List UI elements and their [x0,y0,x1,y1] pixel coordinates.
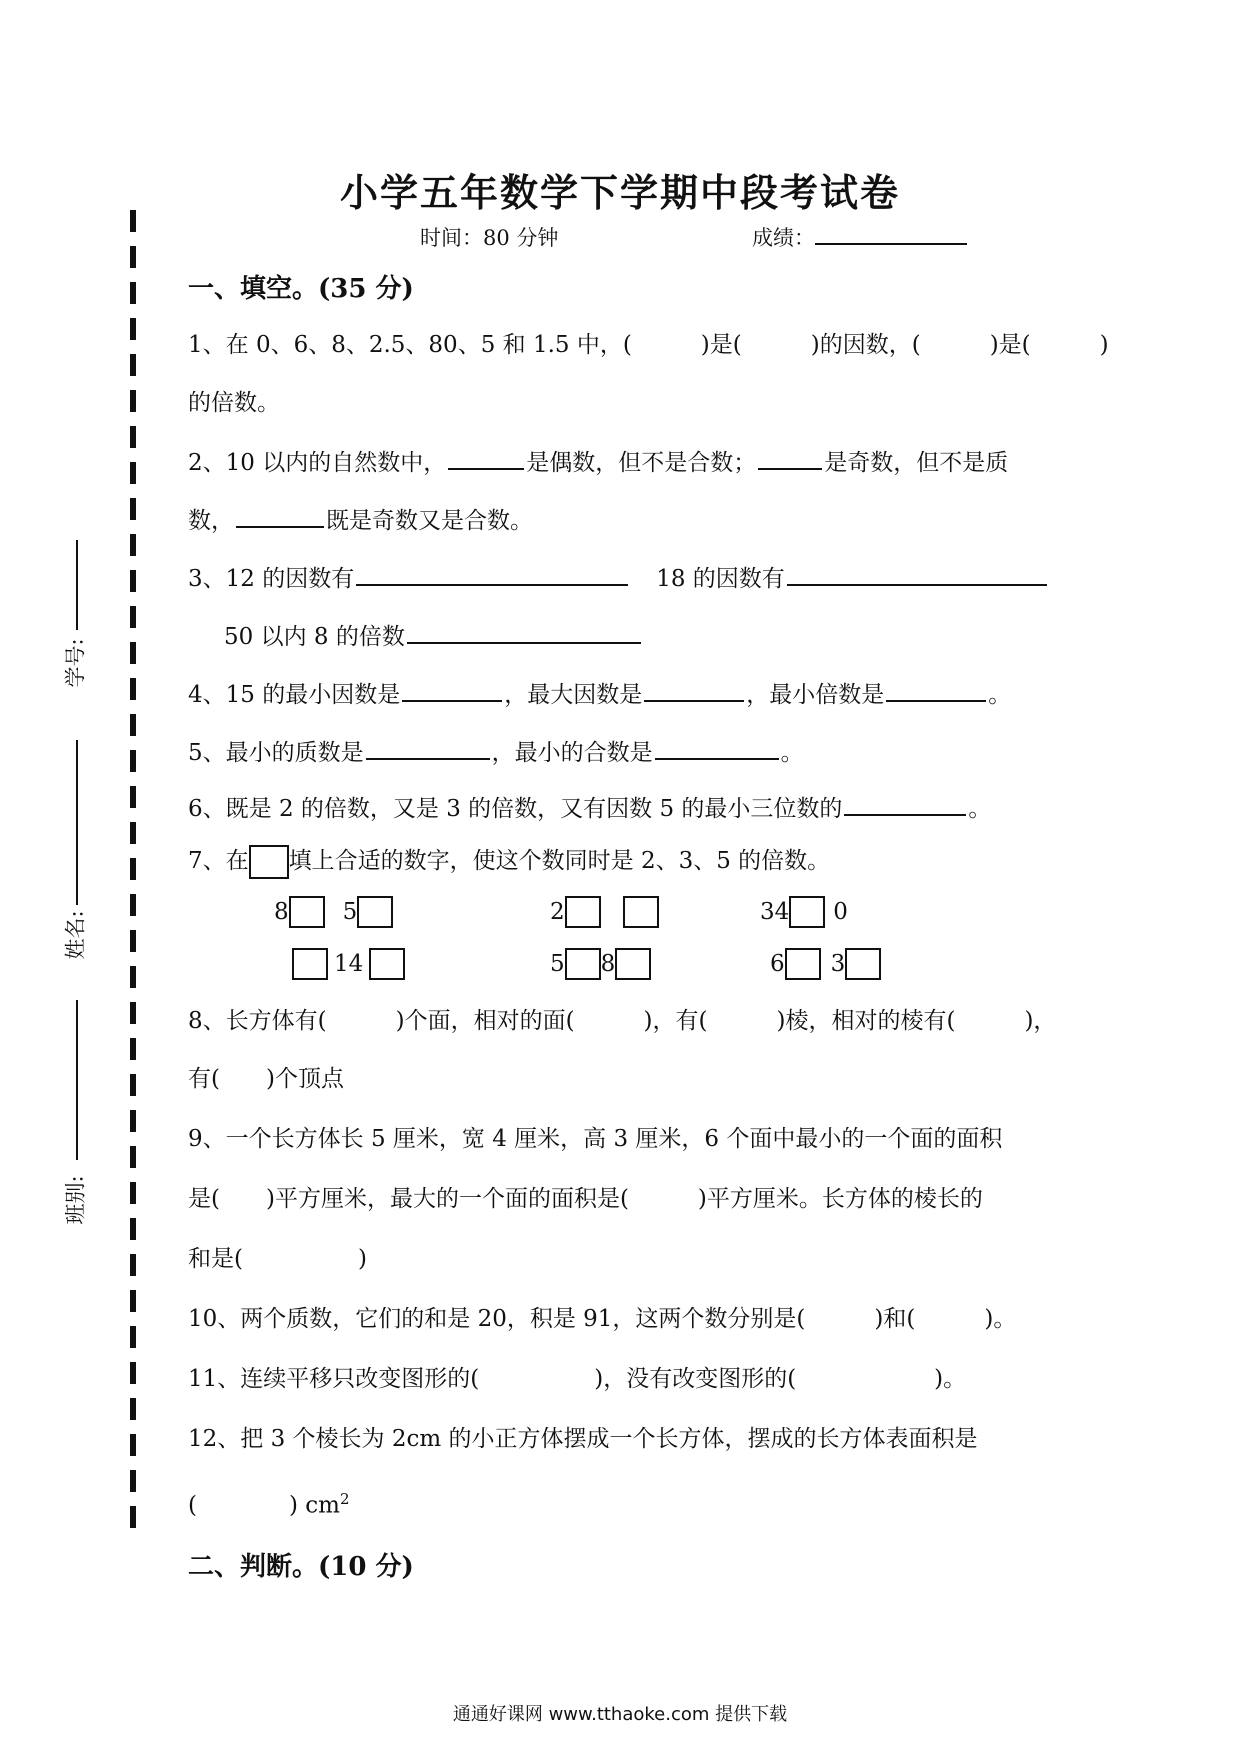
q2-part-a: 2、10 以内的自然数中， [188,450,447,476]
q6-blank[interactable] [844,792,966,816]
question-3 [188,562,1049,594]
question-8-cont: 有( )个顶点 [188,1066,344,1092]
q2-part-e: 既是奇数又是合数。 [326,508,533,534]
question-6 [188,792,991,824]
q7-box[interactable] [615,948,651,980]
name-line [76,740,78,905]
question-4 [188,678,1011,710]
q3-part-c: 50 以内 8 的倍数 [224,624,405,650]
q2-blank-2[interactable] [758,446,822,470]
q3-blank-2[interactable] [787,562,1047,586]
question-10: 10、两个质数，它们的和是 20，积是 91，这两个数分别是( )和( )。 [188,1306,1017,1332]
q4-part-c: ，最小倍数是 [746,682,885,708]
q6-part-a: 6、既是 2 的倍数，又是 3 的倍数，又有因数 5 的最小三位数的 [188,796,843,822]
footer-text: 通通好课网 www.tthaoke.com 提供下载 [452,1704,788,1725]
score-label-text: 成绩： [752,226,815,250]
q12-superscript: 2 [339,1490,350,1508]
q2-blank-1[interactable] [448,446,524,470]
q7-box[interactable] [357,896,393,928]
q4-blank-3[interactable] [886,678,986,702]
section2-heading: 二、判断。(10 分) [188,1552,414,1582]
q7-box[interactable] [565,896,601,928]
question-11: 11、连续平移只改变图形的( )，没有改变图形的( )。 [188,1366,967,1392]
q2-part-d: 数， [188,508,234,534]
q7-digit: 8 [274,899,289,925]
q7-digit: 5 [342,899,358,925]
student-id-line [76,540,78,630]
q7-item-6 [770,948,881,980]
question-9: 9、一个长方体长 5 厘米，宽 4 厘米，高 3 厘米，6 个面中最小的一个面的面积 [188,1126,1003,1152]
page-title: 小学五年数学下学期中段考试卷 [339,170,900,215]
q7-digit: 14 [334,951,364,977]
section1-heading: 一、填空。(35 分) [188,274,414,304]
q7-part-b: 填上合适的数字，使这个数同时是 2、3、5 的倍数。 [288,848,831,874]
q7-item-2 [550,896,659,928]
question-7 [188,845,830,879]
q7-box[interactable] [292,948,328,980]
q5-part-a: 5、最小的质数是 [188,740,364,766]
q7-example-box [249,845,289,879]
q7-box[interactable] [369,948,405,980]
q7-box[interactable] [785,948,821,980]
question-9-cont-2: 和是( ) [188,1246,367,1272]
q5-blank-1[interactable] [366,736,490,760]
q7-box[interactable] [845,948,881,980]
q2-part-c: 是奇数，但不是质 [824,450,1009,476]
q5-part-c: 。 [780,740,804,766]
question-1: 1、在 0、6、8、2.5、80、5 和 1.5 中，( )是( )的因数，( )是( ) [188,332,1109,358]
class-line [76,1000,78,1160]
q7-box[interactable] [623,896,659,928]
q7-digit: 6 [770,951,785,977]
q7-digit: 8 [600,951,616,977]
question-8: 8、长方体有( )个面，相对的面( )，有( )棱，相对的棱有( )， [188,1008,1057,1034]
q7-digit: 0 [833,899,848,925]
q7-box[interactable] [789,896,825,928]
q7-digit: 2 [550,899,565,925]
score-blank[interactable] [815,242,967,245]
q7-item-5 [550,948,651,980]
name-label: 姓名: [63,910,88,960]
q2-part-b: 是偶数，但不是合数； [526,450,757,476]
q7-item-3 [760,896,848,928]
q7-digit: 3 [830,951,846,977]
question-1-cont: 的倍数。 [188,390,280,416]
class-label: 班别: [63,1175,88,1225]
q7-digit: 34 [760,899,790,925]
question-12: 12、把 3 个棱长为 2cm 的小正方体摆成一个长方体，摆成的长方体表面积是 [188,1426,978,1452]
q3-blank-1[interactable] [356,562,628,586]
question-2-cont [188,504,533,536]
q4-part-b: ，最大因数是 [504,682,643,708]
q7-box[interactable] [565,948,601,980]
q5-blank-2[interactable] [655,736,779,760]
score-label [752,222,967,252]
dashed-cut-line [130,210,136,1530]
q7-box[interactable] [289,896,325,928]
question-2 [188,446,1008,478]
question-12-cont [188,1484,350,1521]
q2-blank-3[interactable] [236,504,324,528]
q7-digit: 5 [550,951,565,977]
q7-part-a: 7、在 [188,848,249,874]
q4-blank-2[interactable] [644,678,744,702]
question-5 [188,736,804,768]
q3-part-b: 18 的因数有 [656,566,785,592]
q12-cont-text: ( ) cm [188,1492,340,1519]
q7-item-1 [274,896,393,928]
question-3-cont [224,620,643,652]
q3-part-a: 3、12 的因数有 [188,566,355,592]
student-id-label: 学号: [63,638,88,688]
q7-item-4 [292,948,405,980]
q5-part-b: ，最小的合数是 [491,740,653,766]
q4-part-d: 。 [988,682,1012,708]
question-9-cont-1: 是( )平方厘米，最大的一个面的面积是( )平方厘米。长方体的棱长的 [188,1186,983,1212]
q4-blank-1[interactable] [402,678,502,702]
q4-part-a: 4、15 的最小因数是 [188,682,401,708]
q6-part-b: 。 [968,796,992,822]
q3-blank-3[interactable] [407,620,641,644]
time-label: 时间：80 分钟 [420,226,559,250]
